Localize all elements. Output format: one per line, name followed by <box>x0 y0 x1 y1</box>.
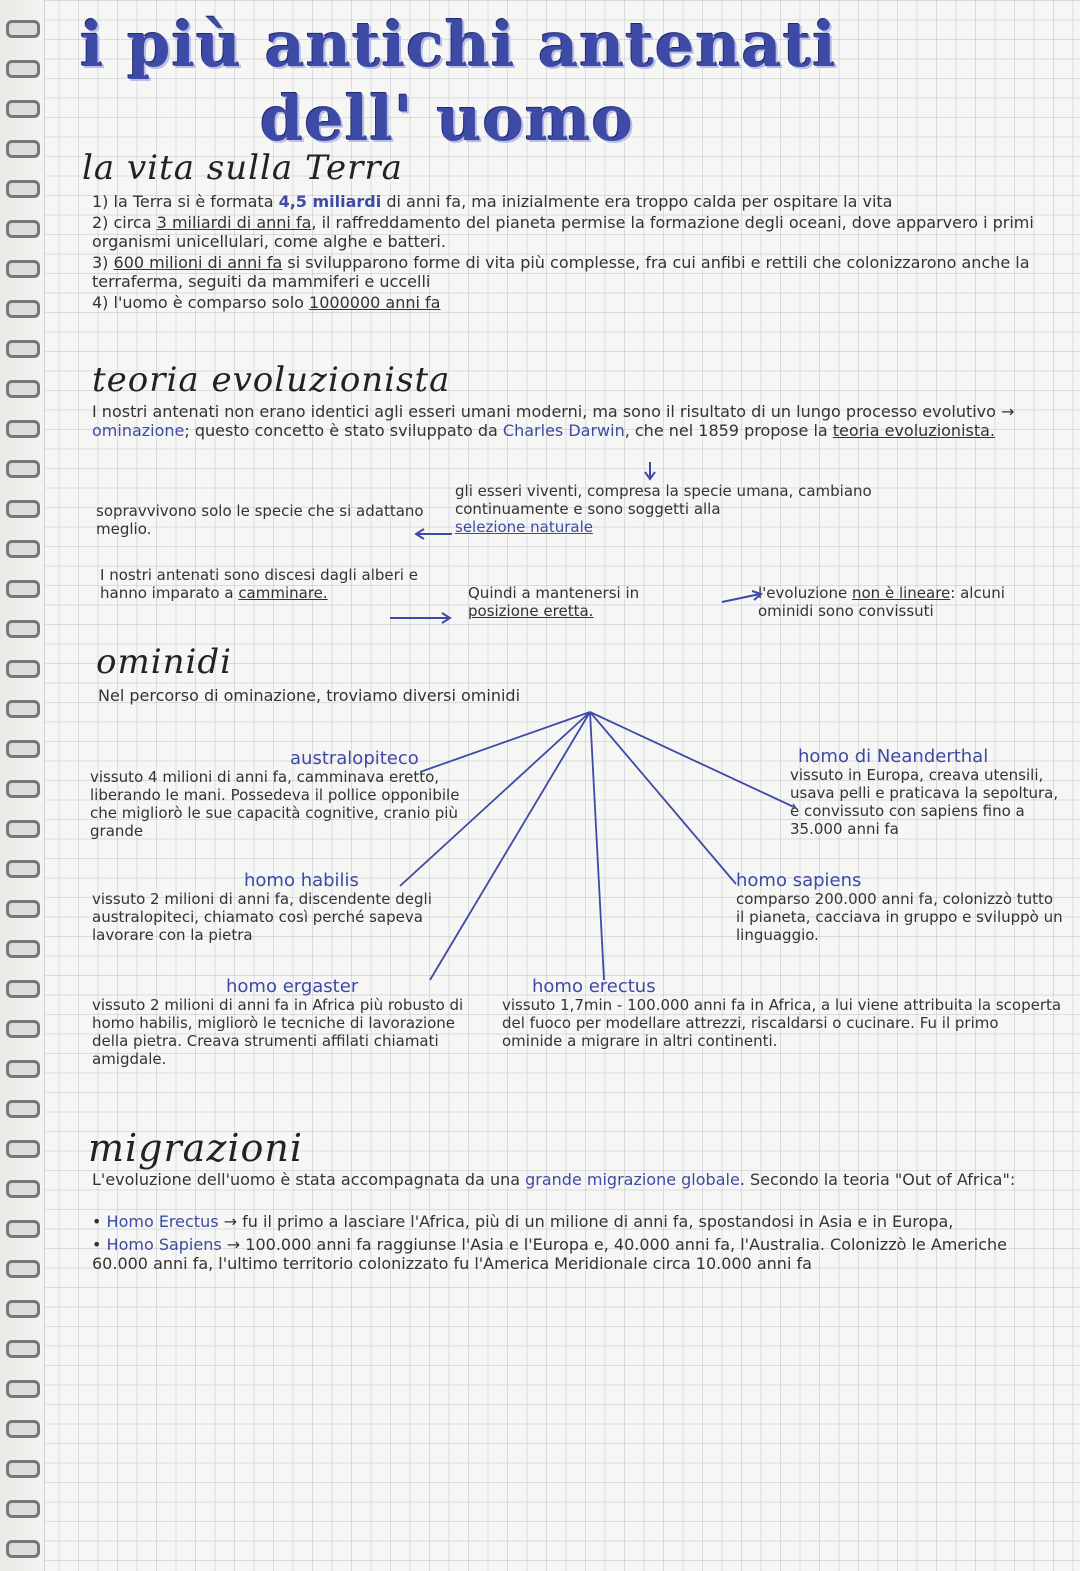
list-item: • Homo Erectus → fu il primo a lasciare l'Africa, più di un milione di anni fa, spostandosi in Asia e in Europa, <box>92 1212 954 1231</box>
species-australopiteco: australopiteco vissuto 4 milioni di anni fa, camminava eretto, liberando le mani. Possedeva il pollice opponibile che migliorò le sue capacità cognitive, cranio più grande <box>90 748 460 840</box>
arrow-right <box>722 594 760 602</box>
ominidi-intro: Nel percorso di ominazione, troviamo diversi ominidi <box>98 686 521 705</box>
heading-teoria-evoluzionista: teoria evoluzionista <box>92 360 451 400</box>
list-item: • Homo Sapiens → 100.000 anni fa raggiunse l'Asia e l'Europa e, 40.000 anni fa, l'Australia. Colonizzò le Americhe 60.000 anni fa, l'ultimo territorio colonizzato fu l'America Meridionale circa 10.000 anni fa <box>92 1235 1008 1273</box>
title-line2: dell' uomo <box>260 82 634 155</box>
heading-vita-terra: la vita sulla Terra <box>82 148 403 188</box>
heading-migrazioni: migrazioni <box>88 1126 304 1170</box>
heading-ominidi: ominidi <box>96 642 232 682</box>
climb-box: I nostri antenati sono discesi dagli alberi e hanno imparato a camminare. <box>100 566 418 602</box>
ominidi-fan <box>400 712 796 980</box>
evolution-intro: I nostri antenati non erano identici agli esseri umani moderni, ma sono il risultato di un lungo processo evolutivo → ominazione; questo concetto è stato sviluppato da Charles Darwin, che nel 1859 propose la teoria evoluzionista. <box>92 402 1015 440</box>
species-homo-sapiens: homo sapiens comparso 200.000 anni fa, colonizzò tutto il pianeta, cacciava in gruppo e sviluppò un linguaggio. <box>736 870 1063 944</box>
nonlinear-box: l'evoluzione non è lineare: alcuni ominidi sono convissuti <box>758 584 1005 620</box>
species-neanderthal: homo di Neanderthal vissuto in Europa, creava utensili, usava pelli e praticava la sepoltura, è convissuto con sapiens fino a 35.000 anni fa <box>790 746 1059 838</box>
list-item: 1) la Terra si è formata 4,5 miliardi di anni fa, ma inizialmente era troppo calda per ospitare la vita <box>92 192 893 211</box>
species-homo-ergaster: homo ergaster vissuto 2 milioni di anni fa in Africa più robusto di homo habilis, migliorò le tecniche di lavorazione della pietra. Creava strumenti affilati chiamati amigdale. <box>92 976 464 1068</box>
survival-box: sopravvivono solo le specie che si adattano meglio. <box>96 502 424 538</box>
title-line1: i più antichi antenati <box>80 8 837 81</box>
species-homo-habilis: homo habilis vissuto 2 milioni di anni fa, discendente degli australopiteci, chiamato così perché sapeva lavorare con la pietra <box>92 870 432 944</box>
natural-selection-box: gli esseri viventi, compresa la specie umana, cambiano continuamente e sono soggetti alla selezione naturale <box>455 482 872 536</box>
migration-intro: L'evoluzione dell'uomo è stata accompagnata da una grande migrazione globale. Secondo la teoria "Out of Africa": <box>92 1170 1016 1189</box>
upright-box: Quindi a mantenersi in posizione eretta. <box>468 584 640 620</box>
list-item: 4) l'uomo è comparso solo 1000000 anni fa <box>92 293 441 312</box>
species-homo-erectus: homo erectus vissuto 1,7min - 100.000 anni fa in Africa, a lui viene attribuita la scoperta del fuoco per modellare attrezzi, riscaldarsi o cucinare. Fu il primo ominide a migrare in altri continenti. <box>502 976 1062 1050</box>
list-item: 3) 600 milioni di anni fa si svilupparono forme di vita più complesse, fra cui anfibi e rettili che colonizzarono anche la terraferma, seguiti da mammiferi e uccelli <box>92 253 1030 291</box>
list-item: 2) circa 3 miliardi di anni fa, il raffreddamento del pianeta permise la formazione degli oceani, dove apparvero i primi organismi unicellulari, come alghe e batteri. <box>92 213 1034 251</box>
